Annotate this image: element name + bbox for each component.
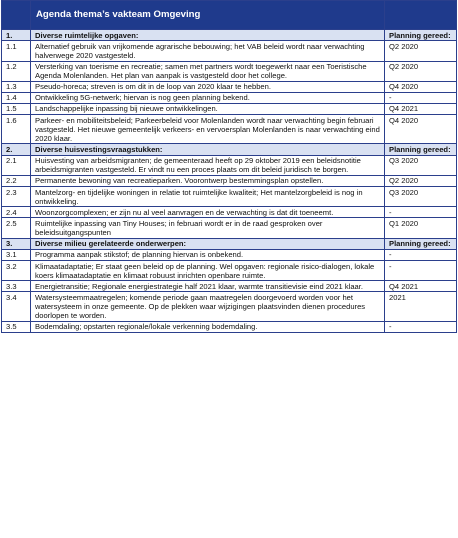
item-planning: Q2 2020 <box>385 61 457 81</box>
title-row <box>2 1 457 30</box>
table-row <box>2 92 457 103</box>
item-planning: Q1 2020 <box>385 218 457 238</box>
item-number: 2.1 <box>2 155 31 175</box>
item-number: 2.4 <box>2 207 31 218</box>
section-number: 2. <box>2 144 31 155</box>
item-planning: Q4 2020 <box>385 81 457 92</box>
table-row <box>2 281 457 292</box>
item-planning: - <box>385 207 457 218</box>
item-planning: 2021 <box>385 292 457 321</box>
item-description: Woonzorgcomplexen; er zijn nu al veel aanvragen en de verwachting is dat dit toeneemt. <box>31 207 385 218</box>
item-description: Bodemdaling; opstarten regionale/lokale verkenning bodemdaling. <box>31 321 385 332</box>
section-title: Diverse ruimtelijke opgaven: <box>31 30 385 41</box>
section-title: Diverse milieu gerelateerde onderwerpen: <box>31 238 385 249</box>
item-planning: Q4 2021 <box>385 103 457 114</box>
item-description: Energietransitie; Regionale energiestrategie half 2021 klaar, warmte transitievisie eind 2021 klaar. <box>31 281 385 292</box>
table-row <box>2 115 457 144</box>
item-planning: Q2 2020 <box>385 175 457 186</box>
table-row <box>2 175 457 186</box>
table-row <box>2 81 457 92</box>
table-row <box>2 155 457 175</box>
item-planning: - <box>385 261 457 281</box>
table-row <box>2 41 457 61</box>
item-planning: Q4 2021 <box>385 281 457 292</box>
item-number: 1.4 <box>2 92 31 103</box>
item-description: Programma aanpak stikstof; de planning hiervan is onbekend. <box>31 249 385 260</box>
table-row <box>2 249 457 260</box>
item-description: Klimaatadaptatie; Er staat geen beleid op de planning. Wel opgaven: regionale risico-dialogen, lokale koers klimaatadaptatie en klimaat robuust inrichten openbare ruimte. <box>31 261 385 281</box>
agenda-body <box>2 1 457 333</box>
item-description: Versterking van toerisme en recreatie; samen met partners wordt toegewerkt naar een Toeristische Agenda Molenlanden. Het plan van aanpak is vastgesteld door het college. <box>31 61 385 81</box>
item-number: 3.1 <box>2 249 31 260</box>
table-row <box>2 292 457 321</box>
section-title: Diverse huisvestingsvraagstukken: <box>31 144 385 155</box>
item-number: 2.5 <box>2 218 31 238</box>
item-planning: Q2 2020 <box>385 41 457 61</box>
item-number: 1.5 <box>2 103 31 114</box>
item-planning: Q3 2020 <box>385 155 457 175</box>
item-number: 1.1 <box>2 41 31 61</box>
item-planning: - <box>385 92 457 103</box>
table-row <box>2 207 457 218</box>
section-header-row <box>2 238 457 249</box>
item-planning: Q3 2020 <box>385 187 457 207</box>
item-description: Watersysteemmaatregelen; komende periode gaan maatregelen doorgevoerd worden voor het watersysteem in onze gemeente. Op de plekken waar wijzigingen plaatsvinden dienen procedures doorlopen te worden. <box>31 292 385 321</box>
item-number: 1.2 <box>2 61 31 81</box>
agenda-table <box>1 0 457 333</box>
item-description: Ruimtelijke inpassing van Tiny Houses; in februari wordt er in de raad gesproken over beleidsuitgangspunten <box>31 218 385 238</box>
item-number: 3.3 <box>2 281 31 292</box>
title-spacer <box>2 1 31 30</box>
item-description: Alternatief gebruik van vrijkomende agrarische bebouwing; het VAB beleid wordt naar verwachting halverwege 2020 vastgesteld. <box>31 41 385 61</box>
planning-header: Planning gereed: <box>385 144 457 155</box>
item-description: Huisvesting van arbeidsmigranten; de gemeenteraad heeft op 29 oktober 2019 een beleidsnotitie arbeidsmigranten vastgesteld. Er vindt nu een proces plaats om dit beleid juridisch te borgen. <box>31 155 385 175</box>
item-number: 3.2 <box>2 261 31 281</box>
item-number: 3.5 <box>2 321 31 332</box>
item-number: 2.2 <box>2 175 31 186</box>
item-planning: - <box>385 249 457 260</box>
table-row <box>2 187 457 207</box>
item-number: 3.4 <box>2 292 31 321</box>
section-header-row <box>2 144 457 155</box>
section-header-row <box>2 30 457 41</box>
section-number: 1. <box>2 30 31 41</box>
item-description: Mantelzorg- en tijdelijke woningen in relatie tot ruimtelijke kwaliteit; Het mantelzorgbeleid is nog in ontwikkeling. <box>31 187 385 207</box>
table-row <box>2 321 457 332</box>
item-description: Permanente bewoning van recreatieparken. Voorontwerp bestemmingsplan opstellen. <box>31 175 385 186</box>
table-row <box>2 61 457 81</box>
table-row <box>2 103 457 114</box>
item-planning: - <box>385 321 457 332</box>
item-description: Pseudo-horeca; streven is om dit in de loop van 2020 klaar te hebben. <box>31 81 385 92</box>
item-description: Ontwikkeling 5G-netwerk; hiervan is nog geen planning bekend. <box>31 92 385 103</box>
item-planning: Q4 2020 <box>385 115 457 144</box>
planning-header: Planning gereed: <box>385 238 457 249</box>
page-title: Agenda thema’s vakteam Omgeving <box>31 1 385 30</box>
section-number: 3. <box>2 238 31 249</box>
item-description: Landschappelijke inpassing bij nieuwe ontwikkelingen. <box>31 103 385 114</box>
item-number: 1.3 <box>2 81 31 92</box>
table-row <box>2 261 457 281</box>
planning-header: Planning gereed: <box>385 30 457 41</box>
item-number: 1.6 <box>2 115 31 144</box>
table-row <box>2 218 457 238</box>
item-number: 2.3 <box>2 187 31 207</box>
title-spacer-right <box>385 1 457 30</box>
item-description: Parkeer- en mobiliteitsbeleid; Parkeerbeleid voor Molenlanden wordt naar verwachting begin februari vastgesteld. Het nieuwe gemeentelijk verkeers- en vervoersplan Molenlanden is naar verwachting eind 2020 klaar. <box>31 115 385 144</box>
